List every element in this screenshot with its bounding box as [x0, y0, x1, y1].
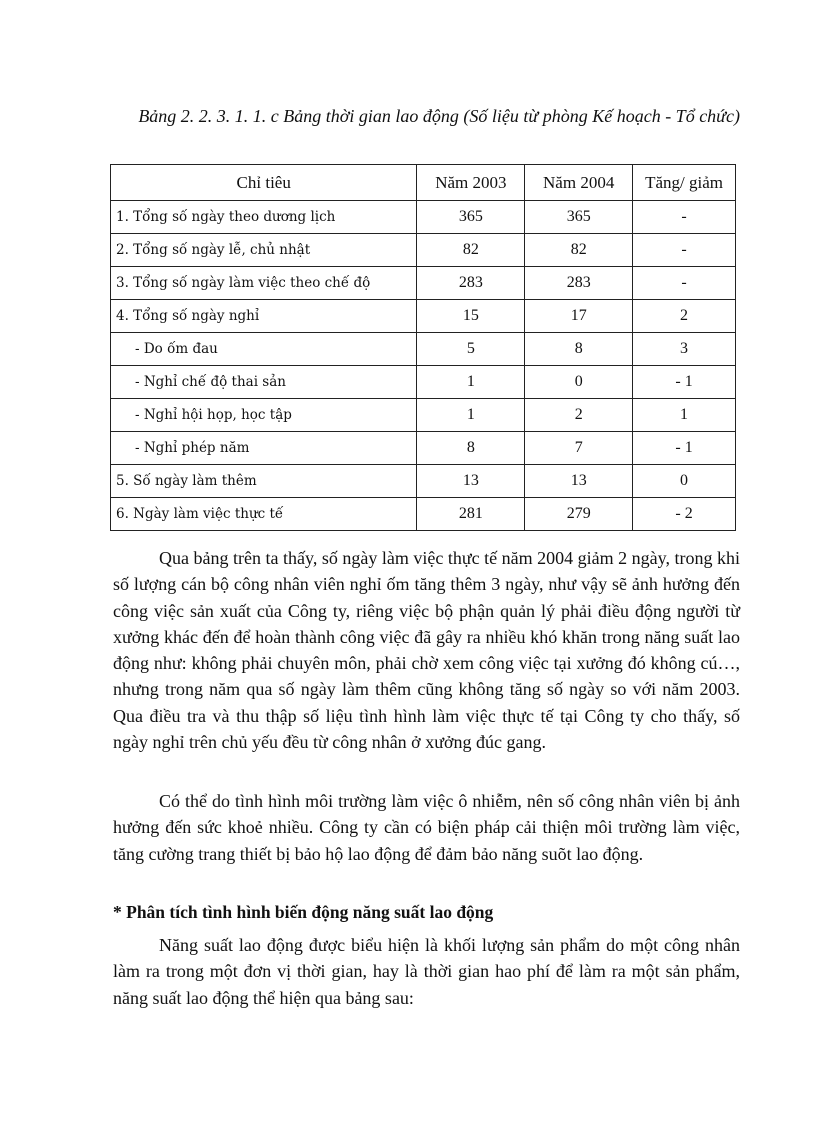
table-row [111, 465, 736, 498]
table-row [111, 267, 736, 300]
row-label: - Nghỉ phép năm [111, 432, 417, 465]
value-2004: 2 [525, 399, 633, 432]
value-2004: 17 [525, 300, 633, 333]
table-row [111, 366, 736, 399]
value-2003: 1 [417, 399, 525, 432]
value-2003: 1 [417, 366, 525, 399]
value-2004: 8 [525, 333, 633, 366]
value-change: 3 [633, 333, 736, 366]
section-heading: * Phân tích tình hình biến động năng suất lao động [113, 902, 494, 922]
row-label: - Nghỉ hội họp, học tập [111, 399, 417, 432]
value-2003: 283 [417, 267, 525, 300]
value-change: 0 [633, 465, 736, 498]
value-2004: 365 [525, 201, 633, 234]
row-label: - Do ốm đau [111, 333, 417, 366]
value-2004: 283 [525, 267, 633, 300]
value-2004: 279 [525, 498, 633, 531]
row-label: - Nghỉ chế độ thai sản [111, 366, 417, 399]
analysis-paragraph: Qua bảng trên ta thấy, số ngày làm việc thực tế năm 2004 giảm 2 ngày, trong khi số lượng cán bộ công nhân viên nghỉ ốm tăng thêm 3 ngày, như vậy sẽ ảnh hưởng đến công việc sản xuất của Công ty, riêng việc bộ phận quản lý phải điều động người từ xưởng khác đến để hoàn thành công việc đã gây ra nhiều khó khăn trong năng suất lao động như: không phải chuyên môn, phải chờ xem công việc tại xưởng đó không cú…, nhưng trong năm qua số ngày làm thêm cũng không tăng số ngày so với năm 2003. Qua điều tra và thu thập số liệu tình hình làm việc thực tế tại Công ty cho thấy, số ngày nghỉ trên chủ yếu đều từ công nhân ở xưởng đúc gang. [113, 548, 740, 753]
table-row [111, 300, 736, 333]
header-year-2004: Năm 2004 [525, 165, 633, 201]
value-change: - [633, 234, 736, 267]
value-2003: 15 [417, 300, 525, 333]
table-row [111, 498, 736, 531]
value-2004: 0 [525, 366, 633, 399]
value-change: - 1 [633, 432, 736, 465]
value-2003: 5 [417, 333, 525, 366]
value-2003: 8 [417, 432, 525, 465]
value-2003: 82 [417, 234, 525, 267]
table-row [111, 201, 736, 234]
value-change: 2 [633, 300, 736, 333]
table-row [111, 399, 736, 432]
value-2003: 365 [417, 201, 525, 234]
value-2004: 7 [525, 432, 633, 465]
productivity-paragraph: Năng suất lao động được biểu hiện là khối lượng sản phẩm do một công nhân làm ra trong một đơn vị thời gian, hay là thời gian hao phí để làm ra một sản phẩm, năng suất lao động thể hiện qua bảng sau: [113, 935, 740, 1008]
row-label: 1. Tổng số ngày theo dương lịch [111, 201, 417, 234]
table-header-row [111, 165, 736, 201]
recommendation-paragraph: Có thể do tình hình môi trường làm việc ô nhiễm, nên số công nhân viên bị ảnh hưởng đến sức khoẻ nhiều. Công ty cần có biện pháp cải thiện môi trường làm việc, tăng cường trang thiết bị bảo hộ lao động để đảm bảo năng suõt lao động. [113, 791, 740, 864]
value-change: - [633, 267, 736, 300]
value-2003: 281 [417, 498, 525, 531]
table-caption: Bảng 2. 2. 3. 1. 1. c Bảng thời gian lao động (Số liệu từ phòng Kế hoạch - Tổ chức) [138, 106, 740, 126]
header-indicator: Chỉ tiêu [111, 165, 417, 201]
header-change: Tăng/ giảm [633, 165, 736, 201]
value-2004: 13 [525, 465, 633, 498]
value-change: - [633, 201, 736, 234]
row-label: 2. Tổng số ngày lễ, chủ nhật [111, 234, 417, 267]
value-change: - 2 [633, 498, 736, 531]
value-2003: 13 [417, 465, 525, 498]
table-row [111, 234, 736, 267]
value-2004: 82 [525, 234, 633, 267]
table-row [111, 432, 736, 465]
table-row [111, 333, 736, 366]
value-change: 1 [633, 399, 736, 432]
value-change: - 1 [633, 366, 736, 399]
row-label: 3. Tổng số ngày làm việc theo chế độ [111, 267, 417, 300]
row-label: 6. Ngày làm việc thực tế [111, 498, 417, 531]
row-label: 4. Tổng số ngày nghỉ [111, 300, 417, 333]
row-label: 5. Số ngày làm thêm [111, 465, 417, 498]
header-year-2003: Năm 2003 [417, 165, 525, 201]
work-time-table [110, 164, 736, 531]
